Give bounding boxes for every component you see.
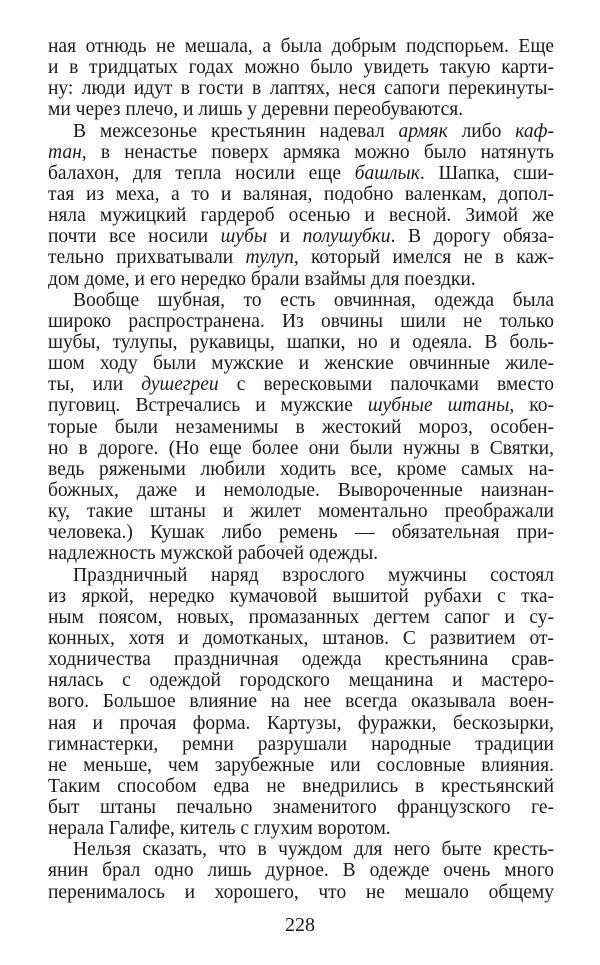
text-line [48,649,554,670]
text-segment: но в дороге. (Но еще более они были нужны в Святки, [48,437,554,459]
italic-term: шубы [220,226,268,248]
text-line [48,438,554,459]
italic-term: армяк [398,120,448,142]
text-line [48,818,554,839]
text-segment: ну: люди идут в гости в лаптях, неся сапоги перекинуты- [48,78,554,100]
text-line [48,395,554,416]
text-segment: ведь ряжеными любили ходить все, кроме самых на- [48,458,554,480]
text-segment: , который имелся не в каж- [293,247,554,269]
text-segment: перенималось и хорошего, что не мешало общему [48,881,554,903]
text-line [48,776,554,797]
text-segment: янин брал одно лишь дурное. В одежде очень много [48,860,554,882]
text-segment: Праздничный наряд взрослого мужчины состоял [73,564,554,586]
text-line [48,628,554,649]
text-line [48,353,554,374]
text-segment: с вересковыми палочками вместо [218,374,554,396]
text-line [48,501,554,522]
page-number: 228 [285,914,315,936]
text-line [48,332,554,353]
italic-term: шубные штаны [367,395,510,417]
text-line [48,734,554,755]
text-segment: ным поясом, новых, промазанных дегтем сапог и су- [48,606,554,628]
text-line [48,459,554,480]
text-line [48,543,554,564]
text-segment: ходничества праздничная одежда крестьянина срав- [48,649,554,671]
text-segment: из яркой, нередко кумачовой вышитой рубахи с тка- [48,585,554,607]
text-segment: Нельзя сказать, что в чуждом для него быте кресть- [73,839,554,861]
text-segment: . Шапка, сши- [419,162,554,184]
text-segment: не меньше, чем зарубежные или сословные влияния. [48,754,554,776]
text-segment: божных, даже и немолодые. Вывороченные наизнан- [48,479,554,501]
text-segment: Вообще шубная, то есть овчинная, одежда была [73,289,554,311]
text-segment: вого. Большое влияние на нее всегда оказывала воен- [48,691,554,713]
text-segment: ная и прочая форма. Картузы, фуражки, бескозырки, [48,712,554,734]
text-line [48,121,554,142]
text-line [48,78,554,99]
text-segment: либо [447,120,516,142]
text-segment: Таким способом едва не внедрились в крестьянский [48,775,554,797]
text-segment: няла мужицкий гардероб осенью и весной. Зимой же [48,205,554,227]
text-segment: широко распространена. Из овчины шили не только [48,310,554,332]
text-segment: ная отнюдь не мешала, а была добрым подспорьем. Еще [48,36,554,57]
text-segment: нерала Галифе, китель с глухим воротом. [48,818,391,840]
text-segment: торые были незаменимы в жестокий мороз, особен- [48,416,554,438]
text-segment: балахон, для тепла носили еще [48,162,355,184]
text-line [48,205,554,226]
italic-term: башлык [354,162,420,184]
text-segment: , ко- [509,395,555,417]
text-segment: пуговиц. Встречались и мужские [48,395,368,417]
text-segment: и [267,226,303,248]
text-line [48,374,554,395]
text-line [48,755,554,776]
italic-term: каф- [515,120,554,142]
text-segment: В межсезонье крестьянин надевал [73,120,399,142]
text-line [48,99,554,120]
text-segment: надлежность мужской рабочей одежды. [48,543,379,565]
text-line [48,565,554,586]
text-segment: ку, такие штаны и жилет моментально преображали [48,501,554,523]
text-line [48,290,554,311]
text-line [48,691,554,712]
text-line [48,670,554,691]
text-line [48,586,554,607]
text-segment: быт штаны печально знаменитого французского ге- [48,797,554,819]
italic-term: душегреи [141,374,219,396]
text-line [48,607,554,628]
text-segment: гимнастерки, ремни разрушали народные традиции [48,733,554,755]
text-line [48,839,554,860]
text-segment: дом доме, и его нередко брали взаймы для поездки. [48,268,476,290]
text-segment: почти все носили [48,226,221,248]
text-line [48,36,554,57]
text-line [48,311,554,332]
text-segment: человека.) Кушак либо ремень — обязательная при- [48,522,554,544]
text-segment: нялась с одеждой городского мещанина и мастеро- [48,670,554,692]
text-line [48,184,554,205]
text-line [48,247,554,268]
body-text [48,36,554,903]
italic-term: полушубки [302,226,391,248]
italic-term: тан [48,141,82,163]
text-segment: ты, или [48,374,142,396]
text-segment: , в ненастье поверх армяка можно было натянуть [81,141,554,163]
text-line [48,269,554,290]
text-segment: . В дорогу обяза- [390,226,555,248]
text-line [48,417,554,438]
text-segment: тая из меха, а то и валяная, подобно валенкам, допол- [48,183,554,205]
text-line [48,797,554,818]
text-line [48,57,554,78]
text-line [48,480,554,501]
text-segment: конных, хотя и домотканых, штанов. С развитием от- [48,627,554,649]
text-segment: шом ходу были мужские и женские овчинные жиле- [48,353,554,375]
text-segment: тельно прихватывали [48,247,246,269]
text-segment: шубы, тулупы, рукавицы, шапки, но и одеяла. В боль- [48,331,554,353]
text-line [48,882,554,903]
text-line [48,522,554,543]
text-line [48,163,554,184]
text-line [48,226,554,247]
text-segment: и в тридцатых годах можно было увидеть такую карти- [48,57,554,79]
text-line [48,142,554,163]
italic-term: тулуп [245,247,294,269]
text-segment: ми через плечо, и лишь у деревни переобуваются. [48,99,464,121]
text-line [48,860,554,881]
text-line [48,713,554,734]
